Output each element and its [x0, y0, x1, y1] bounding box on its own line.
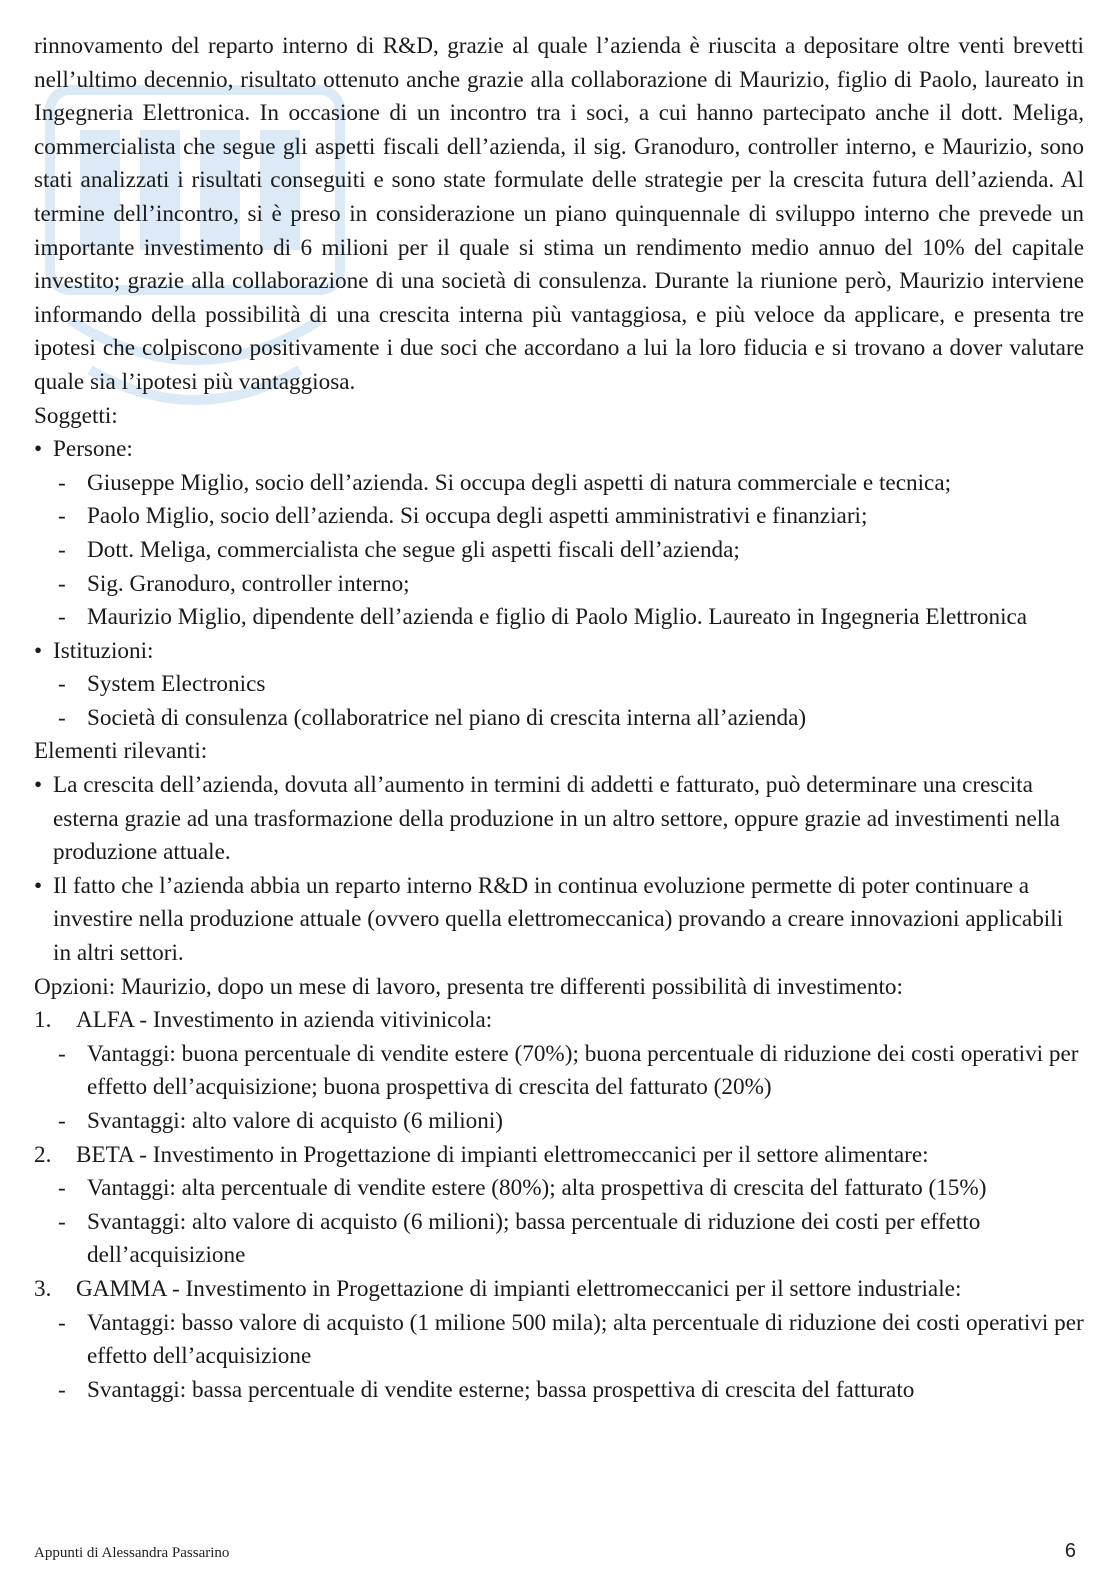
option-vantaggi: Vantaggi: alta percentuale di vendite estere (80%); alta prospettiva di crescita del fatturato (15%)	[87, 1175, 987, 1202]
list-item	[34, 534, 1084, 568]
option-vantaggi: Vantaggi: buona percentuale di vendite estere (70%); buona percentuale di riduzione dei costi operativi per effetto dell’acquisizione; buona prospettiva di crescita del fatturato (20%)	[87, 1040, 1079, 1101]
dash-icon: -	[58, 1108, 66, 1134]
opzioni-heading: Opzioni: Maurizio, dopo un mese di lavoro, presenta tre differenti possibilità di investimento:	[34, 973, 903, 1000]
page-number: 6	[1064, 1540, 1076, 1562]
option-number: 2.	[34, 1141, 52, 1168]
istituzioni-label: Istituzioni:	[53, 637, 154, 664]
list-item	[34, 635, 1084, 669]
dash-icon: -	[58, 503, 66, 530]
footer-author: Appunti di Alessandra Passarino	[34, 1545, 230, 1561]
list-item	[34, 769, 1084, 870]
option-item	[34, 1273, 1084, 1307]
dash-icon: -	[58, 1309, 66, 1336]
list-item	[34, 601, 1084, 635]
list-item	[34, 1206, 1084, 1273]
dash-icon: -	[58, 704, 66, 731]
option-item	[34, 1004, 1084, 1038]
bullet-icon: •	[34, 637, 43, 664]
dash-icon: -	[58, 1208, 66, 1235]
document-body	[34, 30, 1084, 1407]
option-svantaggi: Svantaggi: bassa percentuale di vendite esterne; bassa prospettiva di crescita del fatturato	[87, 1376, 915, 1403]
list-item	[34, 467, 1084, 501]
option-title: BETA - Investimento in Progettazione di impianti elettromeccanici per il settore alimentare:	[76, 1141, 929, 1168]
dash-icon: -	[58, 1376, 66, 1403]
dash-icon: -	[58, 469, 66, 496]
persona-item: Sig. Granoduro, controller interno;	[87, 570, 410, 597]
list-item	[34, 433, 1084, 467]
bullet-icon: •	[34, 872, 43, 899]
istituzione-item: Società di consulenza (collaboratrice nel piano di crescita interna all’azienda)	[87, 704, 807, 731]
option-svantaggi: Svantaggi: alto valore di acquisto (6 milioni); bassa percentuale di riduzione dei costi per effetto dell’acquisizione	[87, 1208, 981, 1269]
option-item	[34, 1139, 1084, 1173]
bullet-icon: •	[34, 436, 43, 463]
list-item	[34, 500, 1084, 534]
option-number: 1.	[34, 1007, 52, 1034]
option-svantaggi: Svantaggi: alto valore di acquisto (6 milioni)	[87, 1108, 504, 1134]
persona-item: Maurizio Miglio, dipendente dell’azienda e figlio di Paolo Miglio. Laureato in Ingegneria Elettronica	[87, 604, 1028, 631]
bullet-icon: •	[34, 772, 43, 799]
list-item	[34, 668, 1084, 702]
dash-icon: -	[58, 1175, 66, 1202]
elemento-item: La crescita dell’azienda, dovuta all’aumento in termini di addetti e fatturato, può determinare una crescita esterna grazie ad una trasformazione della produzione in un altro settore, oppure grazie ad investimenti nella produzione attuale.	[53, 772, 1060, 866]
persona-item: Giuseppe Miglio, socio dell’azienda. Si occupa degli aspetti di natura commerciale e tecnica;	[87, 469, 952, 496]
dash-icon: -	[58, 536, 66, 563]
option-title: GAMMA - Investimento in Progettazione di impianti elettromeccanici per il settore industriale:	[76, 1275, 962, 1302]
persone-label: Persone:	[53, 436, 133, 463]
option-title: ALFA - Investimento in azienda vitivinicola:	[76, 1007, 493, 1034]
dash-icon: -	[58, 604, 66, 631]
soggetti-heading: Soggetti:	[34, 402, 118, 429]
elementi-heading: Elementi rilevanti:	[34, 738, 208, 765]
list-item	[34, 1172, 1084, 1206]
dash-icon: -	[58, 570, 66, 597]
option-number: 3.	[34, 1275, 52, 1302]
dash-icon: -	[58, 1040, 66, 1067]
dash-icon: -	[58, 671, 66, 698]
list-item	[34, 1307, 1084, 1374]
list-item	[34, 702, 1084, 736]
list-item	[34, 1374, 1084, 1408]
istituzione-item: System Electronics	[87, 671, 266, 698]
list-item	[34, 1105, 1084, 1139]
intro-paragraph: rinnovamento del reparto interno di R&D, grazie al quale l’azienda è riuscita a depositare oltre venti brevetti nell’ultimo decennio, risultato ottenuto anche grazie alla collaborazione di Maurizio, figlio di Paolo, laureato in Ingegneria Elettronica. In occasione di un incontro tra i soci, a cui hanno partecipato anche il dott. Meliga, commercialista che segue gli aspetti fiscali dell’azienda, il sig. Granoduro, controller interno, e Maurizio, sono stati analizzati i risultati conseguiti e sono state formulate delle strategie per la crescita futura dell’azienda. Al termine dell’incontro, si è preso in considerazione un piano quinquennale di sviluppo interno che prevede un importante investimento di 6 milioni per il quale si stima un rendimento medio annuo del 10% del capitale investito; grazie alla collaborazione di una società di consulenza. Durante la riunione però, Maurizio interviene informando della possibilità di una crescita interna più vantaggiosa, e più veloce da applicare, e presenta tre ipotesi che colpiscono positivamente i due soci che accordano a lui la loro fiducia e si trovano a dover valutare quale sia l’ipotesi più vantaggiosa.	[34, 33, 1084, 395]
elemento-item: Il fatto che l’azienda abbia un reparto interno R&D in continua evoluzione permette di poter continuare a investire nella produzione attuale (ovvero quella elettromeccanica) provando a creare innovazioni applicabili in altri settori.	[53, 872, 1064, 967]
persona-item: Paolo Miglio, socio dell’azienda. Si occupa degli aspetti amministrativi e finanziari;	[87, 503, 868, 530]
option-vantaggi: Vantaggi: basso valore di acquisto (1 milione 500 mila); alta percentuale di riduzione dei costi operativi per effetto dell’acquisizione	[87, 1309, 1084, 1370]
list-item	[34, 1038, 1084, 1105]
list-item	[34, 568, 1084, 602]
list-item	[34, 870, 1084, 971]
persona-item: Dott. Meliga, commercialista che segue gli aspetti fiscali dell’azienda;	[87, 536, 740, 563]
